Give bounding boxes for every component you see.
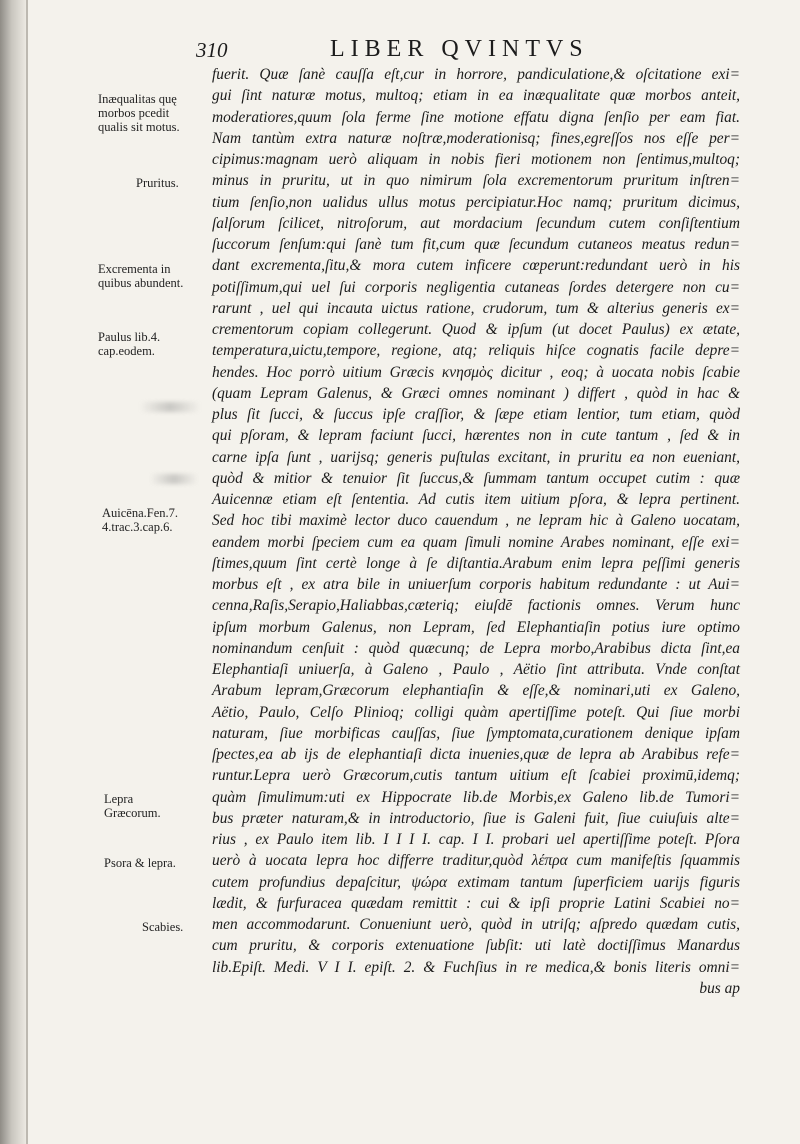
text-line: ſtimes,quum ſint certè longe à ſe diſtantia.Arabum enim lepra peſſimi generis: [212, 554, 740, 572]
text-line: crementorum copiam collegerunt. Quod & ipſum (ut docet Paulus) ex ætate,: [212, 321, 740, 338]
text-line: lib.Epiſt. Medi. V I I. epiſt. 2. & Fuchſius in re medica,& bonis literis omni=: [212, 958, 740, 976]
text-line: lædit, & furfuracea quædam remittit : cui & ipſi proprie Latini Scabiei no=: [212, 894, 740, 912]
text-line: cum pruritu, & corporis extenuatione ſubſit: uti latè doctiſſimus Manardus: [212, 937, 740, 955]
text-line: minus in pruritu, ut in quo nimirum ſola excrementorum pruritum inſtren=: [212, 172, 740, 190]
ink-bleed-mark: [150, 474, 198, 484]
text-line: cipimus:magnam uerò aliquam in nobis fieri motionem non ſentimus,multoq;: [212, 151, 740, 168]
text-line: temperatura,uictu,tempore, regione, atq; reliquis hiſce cognatis facile depre=: [212, 342, 740, 360]
text-line: nominandum cenſuit : quòd quæcunq; de Lepra morbo,Arabibus dicta ſint,ea: [212, 639, 740, 657]
text-line: quàm ſimulimum:uti ex Hippocrate lib.de Morbis,ex Galeno lib.de Tumori=: [212, 788, 740, 806]
text-line: hendes. Hoc porrò uitium Græcis κνησμὸς dicitur , eoq; à uocata nobis ſcabie: [212, 363, 740, 381]
text-line: naturam, ſiue morbificas cauſſas, ſiue ſymptomata,curationem denique ipſam: [212, 724, 740, 742]
text-line: rius , ex Paulo item lib. I I I I. cap. I I. probari uel apertiſſime poteſt. Pſora: [212, 831, 740, 848]
text-line: bus præter naturam,& in introductorio, ſiue is Galeni fuit, ſiue cuiuſuis alte=: [212, 809, 740, 827]
text-line: Arabum lepram,Græcorum elephantiaſin & eſſe,& nominari,uti ex Galeno,: [212, 682, 740, 700]
text-line: ſpectes,ea ab ijs de elephantiaſi dicta inuenies,quæ de lepra ab Arabibus refe=: [212, 746, 740, 763]
text-line: rarunt , uel qui incauta uictus ratione, crudorum, tum & alterius generis ex=: [212, 299, 740, 317]
margin-note: Excrementa in quibus abundent.: [98, 262, 184, 290]
margin-note: Pruritus.: [136, 176, 179, 190]
text-line: ſalſorum ſcilicet, nitroſorum, aut mordacium ſecundum cutem conſiſtentium: [212, 214, 740, 232]
running-head: [196, 36, 786, 66]
text-line: ipſum morbum Galenus, non Lepram, ſed Elephantiaſin potius iure optimo: [212, 618, 740, 636]
text-line: eandem morbi ſpeciem cum ea quam ſimuli nomine Arabes nominant, eſſe exi=: [212, 533, 740, 551]
text-line: uerò à uocata lepra hoc differre traditur,quòd λέπρα cum manifeſtis ſquammis: [212, 852, 740, 870]
text-line: Elephantiaſi uniuerſa, à Galeno , Paulo , Aëtio ſint attributa. Vnde conſtat: [212, 661, 740, 678]
text-line: Auicennæ etiam eſt ſententia. Ad cutis item uitium pſora, & lepra pertinent.: [212, 491, 740, 508]
text-line: fuerit. Quæ ſanè cauſſa eſt,cur in horrore, pandiculatione,& oſcitatione exi=: [212, 66, 740, 83]
text-line: (quam Lepram Galenus, & Græci omnes nominant ) differt , quòd in hac &: [212, 384, 740, 402]
ink-bleed-mark: [140, 402, 200, 412]
page-number: 310: [196, 38, 228, 62]
text-line: cutem profundius depaſcitur, ψώρα extimam tantum ſuperficiem uarijs figuris: [212, 873, 740, 891]
margin-note: Auicēna.Fen.7. 4.trac.3.cap.6.: [102, 506, 179, 534]
text-line: quòd & mitior & tenuior ſit ſuccus,& ſummam tantum occupet cutim : quæ: [212, 469, 740, 487]
gutter-edge: [26, 0, 28, 1144]
text-line: runtur.Lepra uerò Græcorum,cutis tantum uitium eſt ſcabiei proximū,idemq;: [212, 767, 740, 785]
binding-shadow: [0, 0, 26, 1144]
margin-note: Scabies.: [142, 920, 184, 934]
text-line: potiſſimum,qui uel ſui corporis negligentia cutaneas ſordes detergere non cu=: [212, 278, 740, 296]
text-line: plus ſit ſucci, & ſuccus ipſe craſſior, & ſæpe etiam lentior, tum etiam, quòd: [212, 406, 740, 423]
main-text-column: [212, 64, 740, 999]
text-line: gui ſint naturæ motus, multoq; etiam in ea inæqualitate quæ morbos anteit,: [212, 87, 740, 105]
text-line: tium ſenſio,non ualidus ullus motus percipiatur.Hoc namq; pruritum dicimus,: [212, 193, 740, 211]
text-line: ſuccorum ſenſum:qui ſanè tum fit,cum quæ ſecundum cutaneos meatus redun=: [212, 236, 740, 253]
margin-note: Lepra Græcorum.: [104, 792, 161, 820]
book-title: LIBER QVINTVS: [330, 36, 589, 62]
text-line: men accommodarunt. Conueniunt uerò, quòd in utriſq; aſpredo quædam cutis,: [212, 916, 740, 933]
margin-note: Psora & lepra.: [104, 856, 176, 870]
text-line: morbus eſt , ex atra bile in uniuerſum corporis habitum redundante : ut Aui=: [212, 576, 740, 593]
text-line: carne ipſa ſunt , uarijsq; generis puſtulas excitant, in pruritu ea non eueniant,: [212, 448, 740, 466]
text-line: cenna,Raſis,Serapio,Haliabbas,cæteriq; eiuſdē factionis omnes. Verum hunc: [212, 597, 740, 615]
text-line: Aëtio, Paulo, Celſo Plinioq; colligi quàm apertiſſime poteſt. Qui ſiue morbi: [212, 703, 740, 721]
margin-note: Paulus lib.4. cap.eodem.: [98, 330, 161, 358]
text-line: dant excrementa,ſitu,& mora cutem inficere cœperunt:redundant uerò in his: [212, 257, 740, 275]
text-line: qui pſoram, & lepram faciunt ſucci, hærentes non in cute tantum , ſed & in: [212, 427, 740, 445]
margin-note: Inæqualitas quę morbos pcedit qualis sit motus.: [98, 92, 180, 134]
text-line: Sed hoc tibi maximè lector duco cauendum , ne lepram hic à Galeno uocatam,: [212, 512, 740, 530]
catchword: bus ap: [699, 979, 740, 997]
text-line: Nam tantùm extra naturæ noſtræ,moderationisq; fines,egreſſos nos eſſe per=: [212, 129, 740, 147]
text-line: moderatiores,quum ſola ferme ſine motione effatu digna ſenſio per eam fiat.: [212, 108, 740, 126]
